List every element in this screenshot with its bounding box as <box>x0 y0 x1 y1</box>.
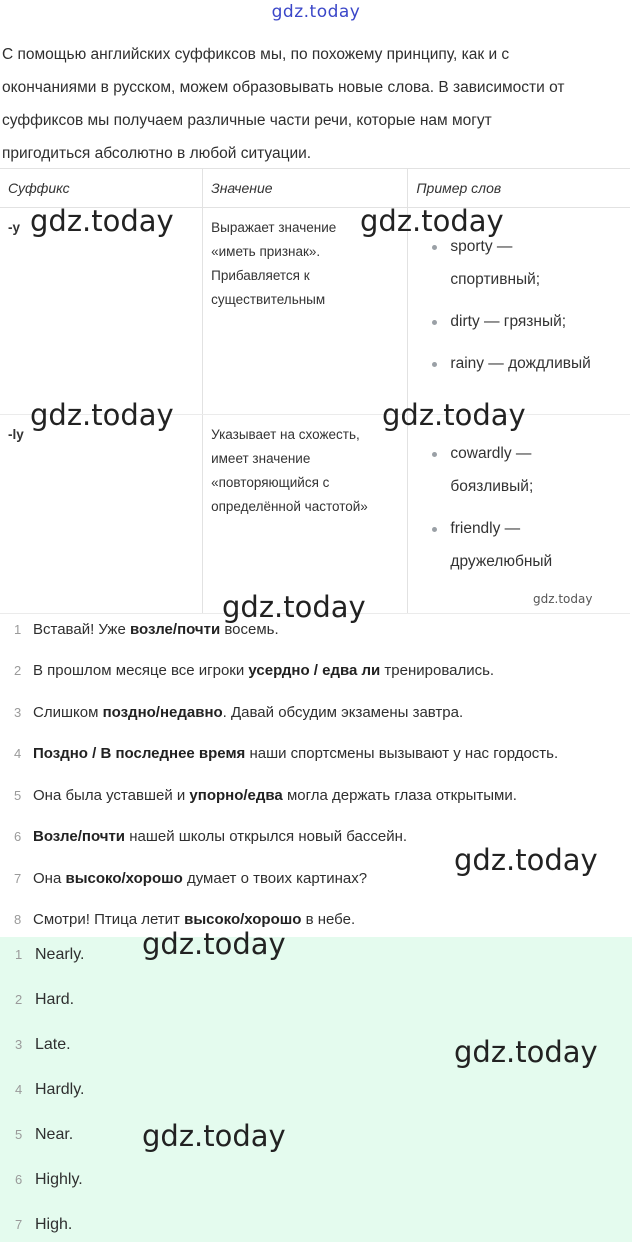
task-choice: возле/почти <box>129 621 221 638</box>
answer-item <box>0 1120 632 1150</box>
suffix-cell: -ly <box>0 415 203 614</box>
example-item <box>416 437 622 503</box>
example-item <box>416 305 622 338</box>
task-number: 5 <box>14 788 22 803</box>
task-number: 3 <box>14 705 22 720</box>
task-pre: Вставай! Уже <box>33 621 130 638</box>
intro-line: окончаниями в русском, можем образовывать новые слова. В зависимости от <box>2 79 565 96</box>
suffix-cell: -y <box>0 208 203 415</box>
meaning-line: определённой частотой» <box>211 499 368 514</box>
table-row <box>0 208 630 415</box>
answer-item <box>0 1165 632 1195</box>
task-post: могла держать глаза открытыми. <box>282 787 517 804</box>
answer-text: Late. <box>35 1036 71 1053</box>
task-number: 2 <box>14 663 22 678</box>
example-item <box>416 347 622 380</box>
meaning-line: Прибавляется к <box>211 268 310 283</box>
answer-number: 4 <box>15 1082 23 1097</box>
task-pre: Слишком <box>33 704 103 721</box>
table-header-row <box>0 169 630 208</box>
answer-number: 5 <box>15 1127 23 1142</box>
meaning-line: «иметь признак». <box>211 244 321 259</box>
task-item <box>0 696 632 730</box>
watermark: gdz.today <box>454 1035 598 1069</box>
intro-line: С помощью английских суффиксов мы, по похожему принципу, как и с <box>2 46 510 63</box>
examples-cell <box>408 415 630 614</box>
examples-list <box>416 230 622 380</box>
task-item <box>0 779 632 813</box>
task-text <box>33 862 367 896</box>
task-post: нашей школы открылся новый бассейн. <box>125 828 408 845</box>
answer-item <box>0 1075 632 1105</box>
task-choice: поздно/недавно <box>102 704 223 721</box>
meaning-line: имеет значение <box>211 451 311 466</box>
task-number: 1 <box>14 622 22 637</box>
header-suffix: Суффикс <box>0 169 203 208</box>
task-number: 8 <box>14 912 22 927</box>
answer-number: 7 <box>15 1217 23 1232</box>
example-line: dirty — грязный; <box>450 313 567 330</box>
example-line: rainy — дождливый <box>450 355 591 372</box>
task-choice: усердно / едва ли <box>248 662 381 679</box>
task-text <box>33 820 407 854</box>
header-examples: Пример слов <box>408 169 630 208</box>
task-pre: В прошлом месяце все игроки <box>33 662 249 679</box>
example-line: дружелюбный <box>450 553 553 570</box>
example-line: спортивный; <box>450 271 541 288</box>
task-item <box>0 903 632 937</box>
meaning-cell <box>203 415 408 614</box>
answer-text: Nearly. <box>35 946 85 963</box>
task-number: 4 <box>14 746 22 761</box>
example-item <box>416 230 622 296</box>
task-post: наши спортсмены вызывают у нас гордость. <box>245 745 559 762</box>
task-choice: Поздно / В последнее время <box>33 745 246 762</box>
answer-item <box>0 985 632 1015</box>
meaning-line: «повторяющийся с <box>211 475 330 490</box>
task-post: восемь. <box>220 621 279 638</box>
intro-paragraph <box>2 38 630 170</box>
watermark: gdz.today <box>222 590 366 624</box>
answer-text: High. <box>35 1216 73 1233</box>
intro-line: суффиксов мы получаем различные части речи, которые нам могут <box>2 112 492 129</box>
task-item <box>0 654 632 688</box>
watermark: gdz.today <box>30 398 174 432</box>
answer-number: 6 <box>15 1172 23 1187</box>
task-text <box>33 779 517 813</box>
answer-text: Highly. <box>35 1171 83 1188</box>
header-meaning: Значение <box>203 169 408 208</box>
watermark: gdz.today <box>360 204 504 238</box>
task-post: в небе. <box>301 911 356 928</box>
task-choice: упорно/едва <box>189 787 283 804</box>
watermark: gdz.today <box>142 927 286 961</box>
answer-text: Hardly. <box>35 1081 85 1098</box>
task-pre: Она <box>33 870 66 887</box>
task-text <box>33 654 494 688</box>
task-number: 7 <box>14 871 22 886</box>
answer-text: Near. <box>35 1126 74 1143</box>
task-choice: Возле/почти <box>33 828 126 845</box>
example-line: cowardly — <box>450 445 532 462</box>
example-line: sporty — <box>450 238 513 255</box>
example-item <box>416 512 622 578</box>
examples-cell <box>408 208 630 415</box>
answer-text: Hard. <box>35 991 75 1008</box>
watermark: gdz.today <box>382 398 526 432</box>
task-pre: Она была уставшей и <box>33 787 190 804</box>
task-item <box>0 737 632 771</box>
watermark: gdz.today <box>454 843 598 877</box>
answer-number: 3 <box>15 1037 23 1052</box>
task-text <box>33 737 558 771</box>
task-number: 6 <box>14 829 22 844</box>
answer-number: 1 <box>15 947 23 962</box>
example-line: friendly — <box>450 520 521 537</box>
watermark: gdz.today <box>30 204 174 238</box>
meaning-cell <box>203 208 408 415</box>
example-line: боязливый; <box>450 478 534 495</box>
examples-list <box>416 437 622 578</box>
task-pre: Смотри! Птица летит <box>33 911 185 928</box>
meaning-line: Указывает на схожесть, <box>211 427 360 442</box>
watermark-small: gdz.today <box>533 592 593 606</box>
answer-item <box>0 1210 632 1240</box>
answers-panel <box>0 937 632 1242</box>
watermark: gdz.today <box>142 1119 286 1153</box>
task-post: думает о твоих картинах? <box>182 870 368 887</box>
meaning-line: существительным <box>211 292 326 307</box>
intro-line: пригодиться абсолютно в любой ситуации. <box>2 145 312 162</box>
answer-number: 2 <box>15 992 23 1007</box>
task-choice: высоко/хорошо <box>184 911 302 928</box>
task-text <box>33 696 463 730</box>
task-post: тренировались. <box>380 662 495 679</box>
task-post: . Давай обсудим экзамены завтра. <box>222 704 464 721</box>
site-logo[interactable]: gdz.today <box>271 2 361 22</box>
table-row <box>0 415 630 614</box>
meaning-line: Выражает значение <box>211 220 337 235</box>
task-choice: высоко/хорошо <box>65 870 183 887</box>
answer-item <box>0 940 632 970</box>
